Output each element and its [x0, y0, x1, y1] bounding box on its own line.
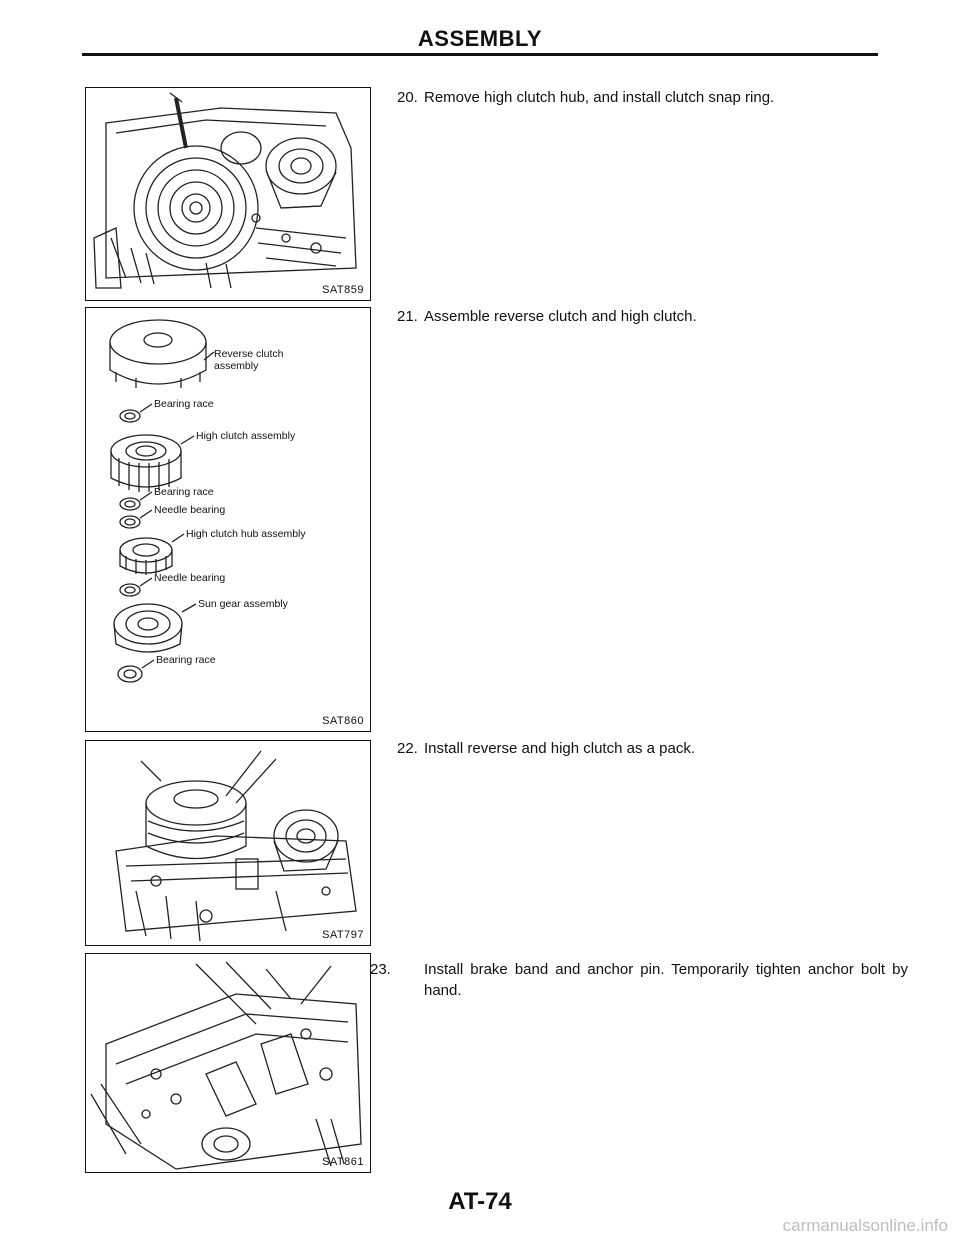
step-number: 20. — [397, 89, 418, 106]
step-20 — [397, 87, 881, 108]
step-text: Install brake band and anchor pin. Temporarily tighten anchor bolt by hand. — [424, 961, 908, 999]
step-text: Remove high clutch hub, and install clutch snap ring. — [424, 89, 775, 106]
label-sun-gear-assembly: Sun gear assembly — [198, 598, 288, 610]
figure-sat861 — [85, 953, 371, 1173]
label-high-clutch-assembly: High clutch assembly — [196, 430, 296, 442]
step-text: Assemble reverse clutch and high clutch. — [424, 308, 697, 325]
figure-code: SAT859 — [322, 284, 364, 296]
step-23 — [370, 959, 908, 1001]
step-number: 22. — [397, 740, 418, 757]
figure-code: SAT797 — [322, 929, 364, 941]
figure-sat797 — [85, 740, 371, 946]
page-title: ASSEMBLY — [417, 26, 543, 51]
step-21 — [397, 306, 881, 327]
step-22 — [397, 738, 881, 759]
step-number: 21. — [397, 308, 418, 325]
figure-code: SAT861 — [322, 1156, 364, 1168]
figure-sat859 — [85, 87, 371, 301]
label-bearing-race-1: Bearing race — [154, 398, 214, 410]
label-reverse-clutch-assembly: Reverse clutch assembly — [214, 348, 284, 372]
label-needle-bearing-1: Needle bearing — [154, 504, 226, 516]
watermark: carmanualsonline.info — [782, 1216, 948, 1235]
figure-code: SAT860 — [322, 715, 364, 727]
figure-sat860 — [85, 307, 371, 732]
brake-band-illustration — [86, 954, 372, 1174]
install-clutch-pack-illustration — [86, 741, 372, 947]
label-needle-bearing-2: Needle bearing — [154, 572, 226, 584]
step-text: Install reverse and high clutch as a pack. — [424, 740, 695, 757]
page-number: AT-74 — [448, 1188, 512, 1215]
step-number: 23. — [370, 961, 391, 978]
label-bearing-race-3: Bearing race — [156, 654, 216, 666]
header-rule — [82, 53, 878, 56]
label-bearing-race-2: Bearing race — [154, 486, 214, 498]
clutch-hub-illustration — [86, 88, 372, 302]
label-high-clutch-hub-assembly: High clutch hub assembly — [186, 528, 306, 540]
